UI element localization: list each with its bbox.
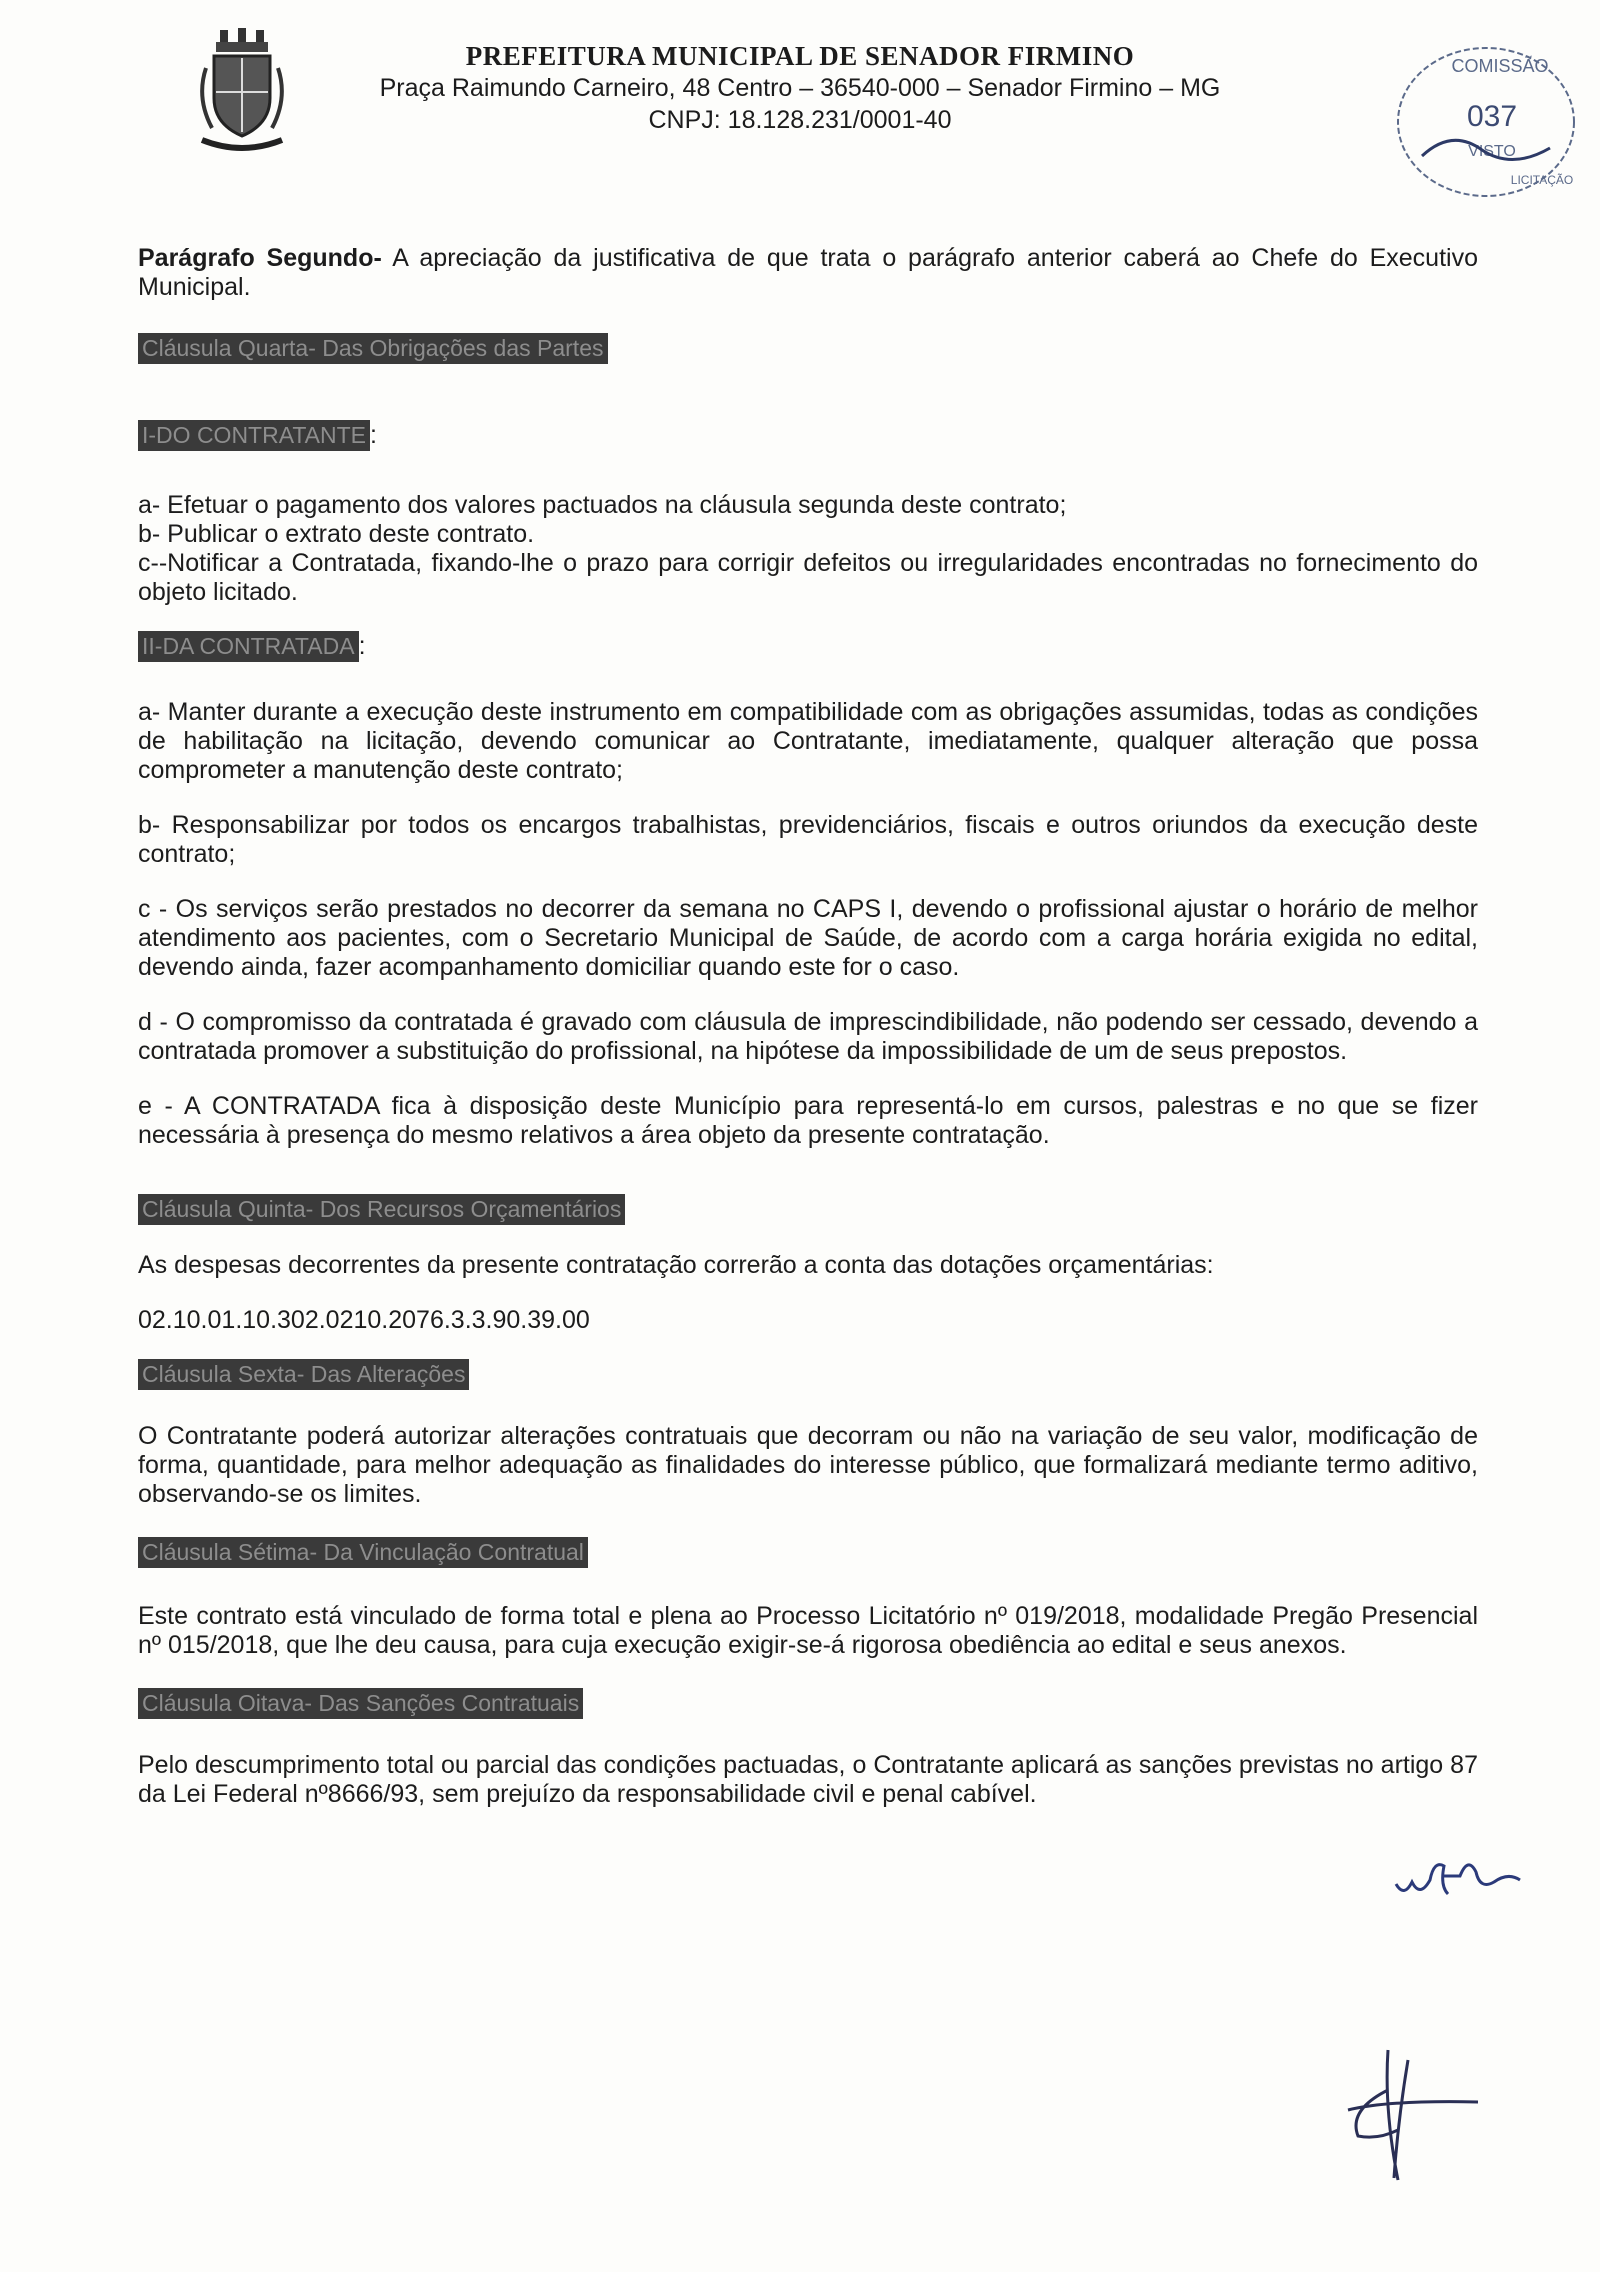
comissao-stamp (1382, 38, 1582, 208)
paragrafo-segundo: Parágrafo Segundo- A apreciação da justificativa de que trata o parágrafo anterior caberá ao Chefe do Executivo Municipal. (138, 244, 1478, 301)
contratante-obligations (138, 491, 1478, 607)
contratada-heading-row: II-DA CONTRATADA : (138, 631, 1478, 662)
clausula-sexta-heading: Cláusula Sexta- Das Alterações (138, 1359, 469, 1390)
clausula-quinta-text: As despesas decorrentes da presente contratação correrão a conta das dotações orçamentárias: (138, 1251, 1214, 1279)
paragrafo-segundo-label: Parágrafo Segundo- (138, 244, 382, 272)
dotacao-code: 02.10.01.10.302.0210.2076.3.3.90.39.00 (138, 1306, 590, 1334)
contratante-heading-row: I-DO CONTRATANTE : (138, 420, 1478, 451)
contratante-item-b: b- Publicar o extrato deste contrato. (138, 520, 535, 548)
stamp-visto: VISTO (1468, 143, 1516, 160)
letterhead (0, 40, 1600, 136)
prefeitura-address: Praça Raimundo Carneiro, 48 Centro – 36540-000 – Senador Firmino – MG (379, 74, 1221, 102)
contratada-item-b: b- Responsabilizar por todos os encargos trabalhistas, previdenciários, fiscais e outros oriundos da execução deste contrato; (138, 811, 1478, 868)
contratante-item-c: c--Notificar a Contratada, fixando-lhe o prazo para corrigir defeitos ou irregularidades encontradas no fornecimento do objeto licitado. (138, 549, 1478, 606)
prefeitura-title: PREFEITURA MUNICIPAL DE SENADOR FIRMINO (465, 41, 1135, 71)
handwritten-signature (1328, 2040, 1488, 2190)
stamp-bottom-text: LICITAÇÃO (1510, 173, 1574, 187)
clausula-quarta-heading: Cláusula Quarta- Das Obrigações das Partes (138, 333, 608, 364)
stamp-number: 037 (1466, 100, 1518, 133)
handwritten-rubric-small (1390, 1846, 1560, 1906)
contratada-item-e: e - A CONTRATADA fica à disposição deste Município para representá-lo em cursos, palestras e no que se fizer necessária à presença do mesmo relativos a área objeto da presente contratação. (138, 1092, 1478, 1149)
stamp-top-text: COMISSÃO (1451, 56, 1549, 76)
contratada-item-d: d - O compromisso da contratada é gravado com cláusula de imprescindibilidade, não podendo ser cessado, devendo a contratada promover a substituição do profissional, na hipótese da impossibilidade de um de seus prepostos. (138, 1008, 1478, 1065)
clausula-oitava-heading-row (138, 1688, 1478, 1719)
clausula-oitava-heading: Cláusula Oitava- Das Sanções Contratuais (138, 1688, 583, 1719)
clausula-setima-heading: Cláusula Sétima- Da Vinculação Contratual (138, 1537, 588, 1568)
contratada-heading: II-DA CONTRATADA (138, 631, 359, 662)
clausula-oitava-text: Pelo descumprimento total ou parcial das condições pactuadas, o Contratante aplicará as sanções previstas no artigo 87 da Lei Federal nº8666/93, sem prejuízo da responsabilidade civil e penal cabível. (138, 1751, 1478, 1808)
contratante-heading: I-DO CONTRATANTE (138, 420, 370, 451)
contratada-item-a: a- Manter durante a execução deste instrumento em compatibilidade com as obrigações assumidas, todas as condições de habilitação na licitação, devendo comunicar ao Contratante, imediatamente, qualquer alteração que possa comprometer a manutenção deste contrato; (138, 698, 1478, 784)
clausula-quinta-heading: Cláusula Quinta- Dos Recursos Orçamentários (138, 1194, 625, 1225)
clausula-sexta-heading-row (138, 1359, 1478, 1390)
clausula-quinta-heading-row (138, 1194, 1478, 1225)
clausula-setima-heading-row (138, 1537, 1478, 1568)
clausula-setima-text: Este contrato está vinculado de forma total e plena ao Processo Licitatório nº 019/2018, modalidade Pregão Presencial nº 015/2018, que lhe deu causa, para cuja execução exigir-se-á rigorosa obediência ao edital e seus anexos. (138, 1602, 1478, 1659)
contratada-item-c: c - Os serviços serão prestados no decorrer da semana no CAPS I, devendo o profissional ajustar o horário de melhor atendimento aos pacientes, com o Secretario Municipal de Saúde, de acordo com a carga horária exigida no edital, devendo ainda, fazer acompanhamento domiciliar quando este for o caso. (138, 895, 1478, 981)
clausula-sexta-text: O Contratante poderá autorizar alterações contratuais que decorram ou não na variação de seu valor, modificação de forma, quantidade, para melhor adequação as finalidades do interesse público, que formalizará mediante termo aditivo, observando-se os limites. (138, 1422, 1478, 1508)
contratante-item-a: a- Efetuar o pagamento dos valores pactuados na cláusula segunda deste contrato; (138, 491, 1067, 519)
contract-body (138, 244, 1478, 1809)
prefeitura-cnpj: CNPJ: 18.128.231/0001-40 (648, 106, 952, 134)
clausula-quarta-heading-row (138, 333, 1478, 364)
